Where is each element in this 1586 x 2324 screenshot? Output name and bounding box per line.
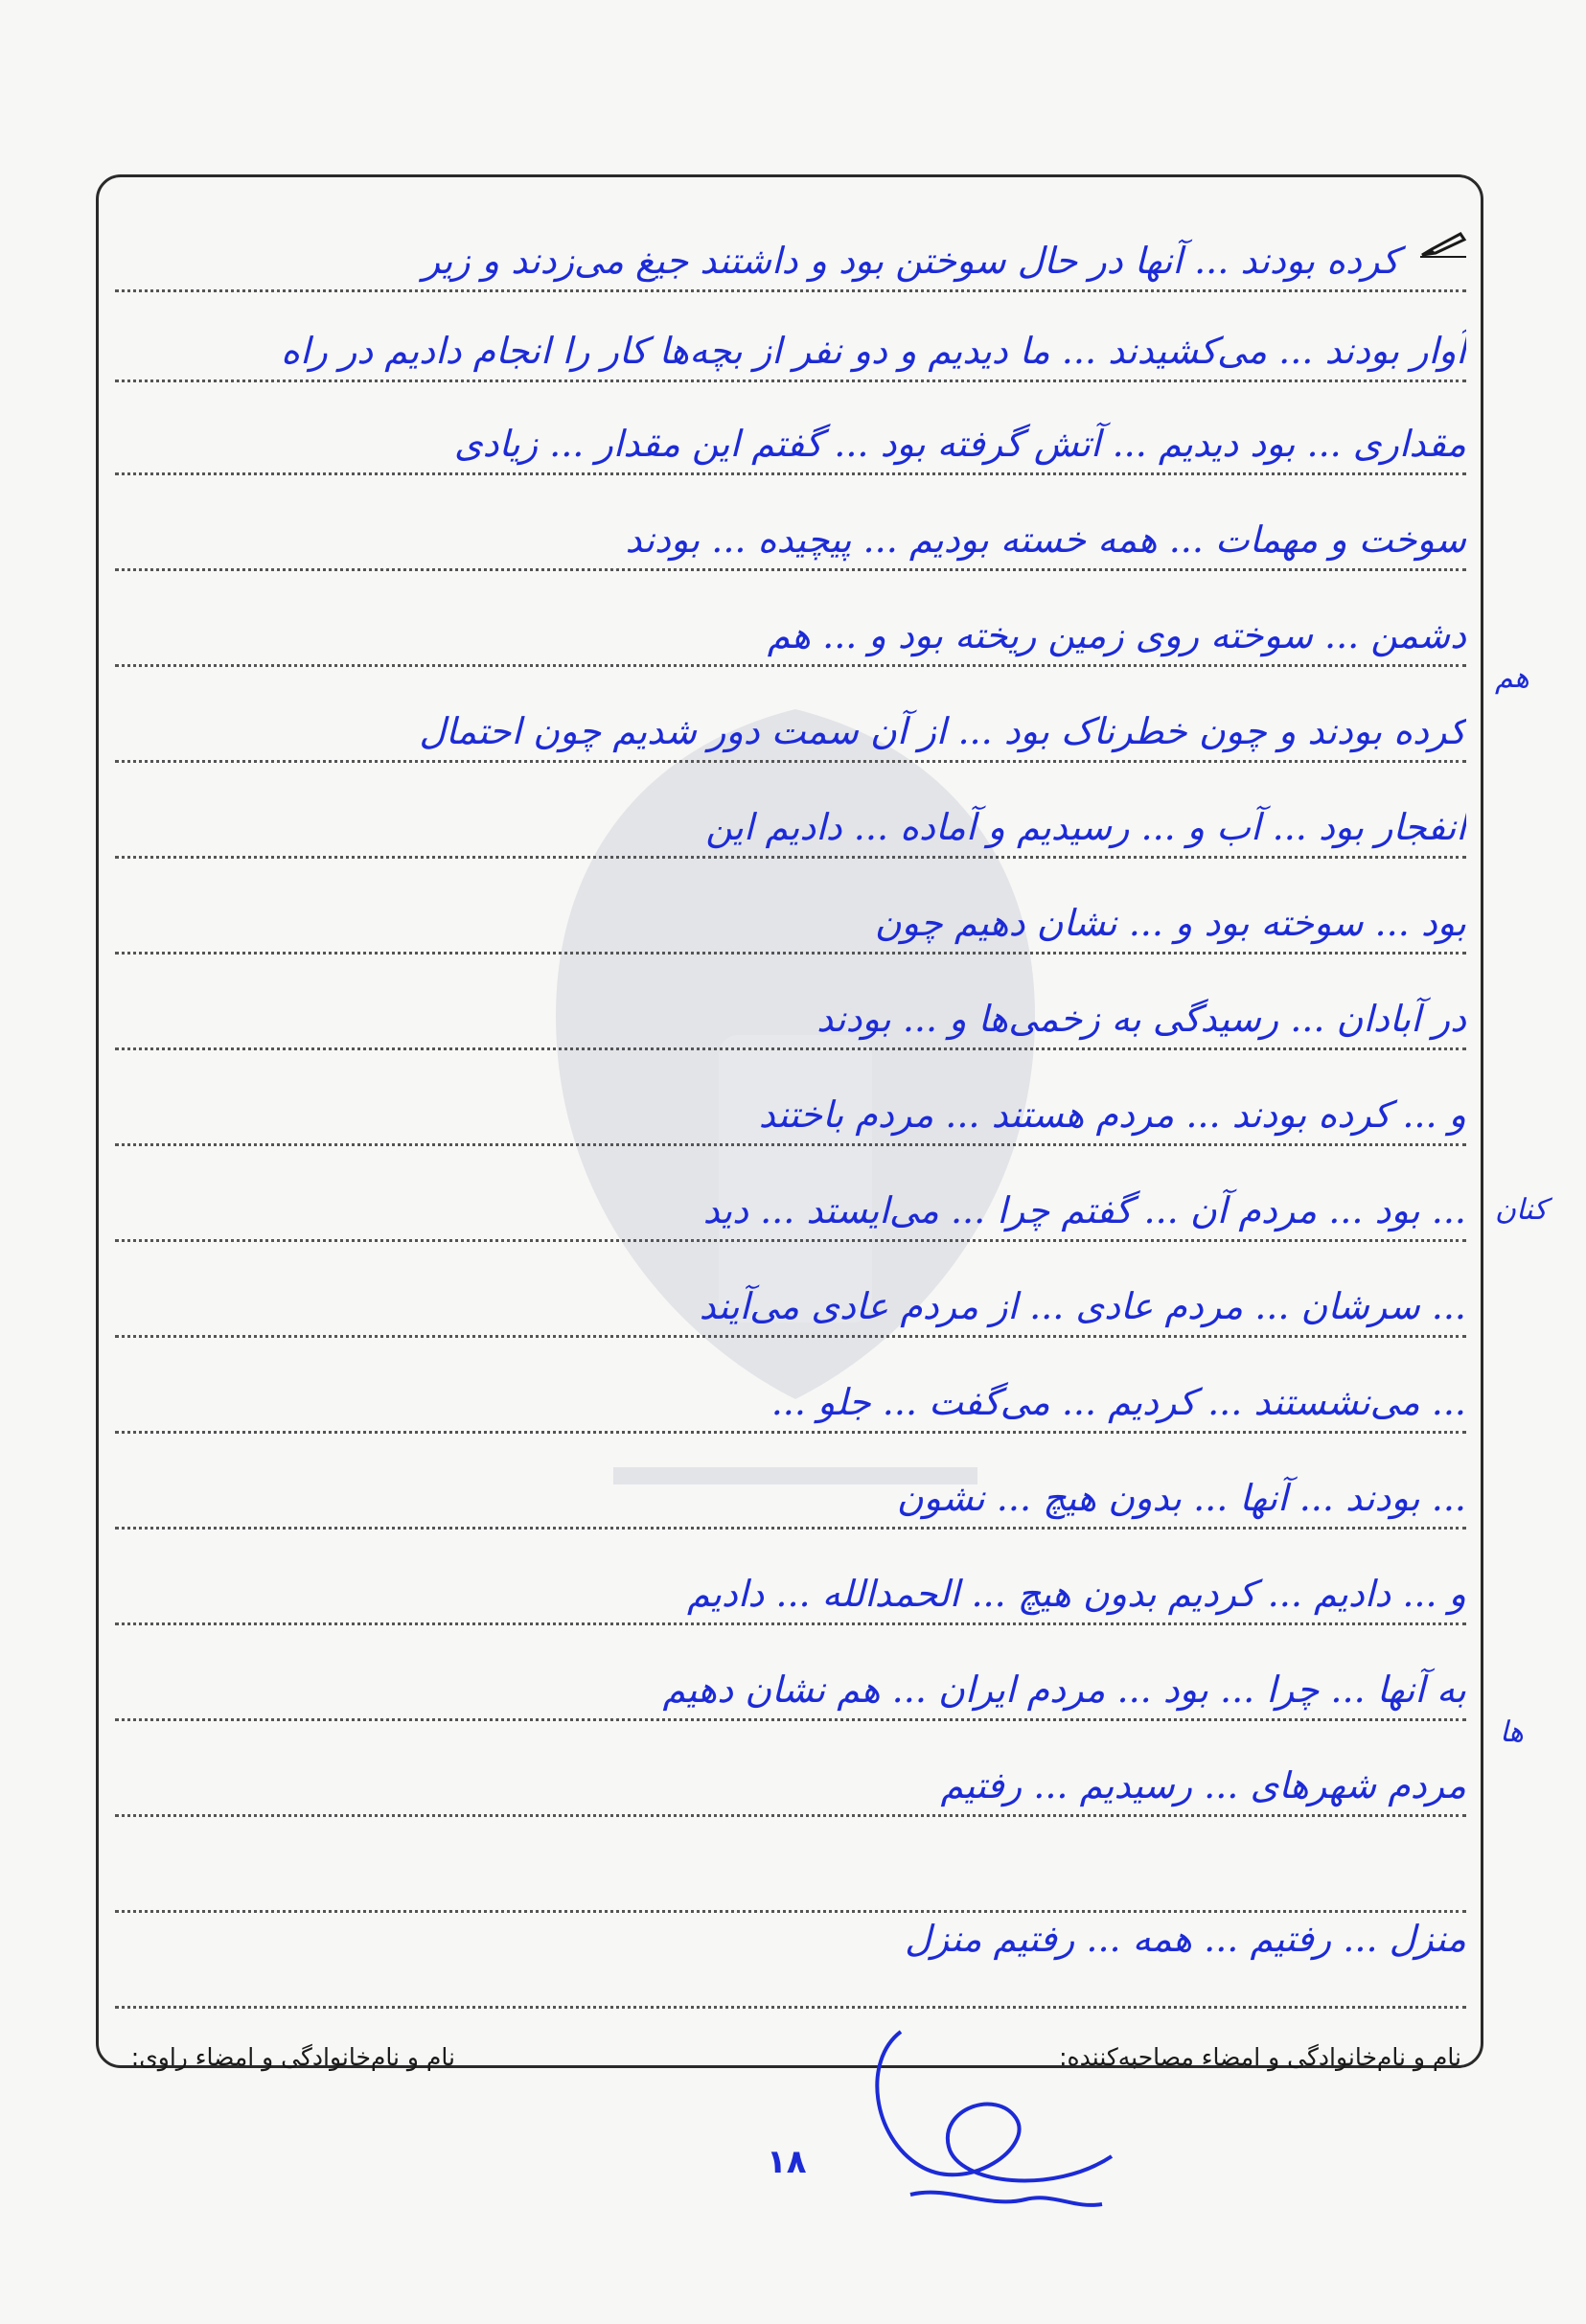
ruled-line: [115, 1622, 1466, 1625]
ruled-line: [115, 664, 1466, 667]
handwritten-line: دشمن ... سوخته روی زمین ریخته بود و ... هم: [767, 614, 1466, 656]
handwritten-line: مقداری ... بود دیدیم ... آتش گرفته بود ... گفتم این مقدار ... زیادی: [453, 423, 1466, 465]
handwritten-line: انفجار بود ... آب و ... رسیدیم و آماده ... دادیم این: [705, 806, 1466, 848]
ruled-line: [115, 2006, 1466, 2009]
ruled-line: [115, 1431, 1466, 1434]
handwritten-line: ... بودند ... آنها ... بدون هیچ ... نشون: [896, 1477, 1466, 1519]
handwritten-line: و ... دادیم ... کردیم بدون هیچ ... الحمدالله ... دادیم: [687, 1573, 1466, 1615]
handwritten-line: ... سرشان ... مردم عادی ... از مردم عادی می‌آیند: [699, 1285, 1466, 1327]
handwritten-line: به آنها ... چرا ... بود ... مردم ایران ... هم نشان دهیم: [662, 1668, 1466, 1711]
ruled-line: [115, 760, 1466, 763]
ruled-line: [115, 1814, 1466, 1817]
ruled-line: [115, 1047, 1466, 1050]
handwritten-line: سوخت و مهمات ... همه خسته بودیم ... پیچیده ... بودند: [625, 518, 1466, 561]
ruled-line: [115, 1239, 1466, 1242]
handwritten-line: کرده بودند ... آنها در حال سوختن بود و داشتند جیغ می‌زدند و زیر: [422, 240, 1399, 282]
ruled-line: [115, 856, 1466, 859]
handwritten-line: آوار بودند ... می‌کشیدند ... ما دیدیم و دو نفر از بچه‌ها کار را انجام دادیم در راه: [281, 330, 1466, 372]
handwritten-line: مردم شهرهای ... رسیدیم ... رفتیم: [940, 1764, 1466, 1806]
ruled-line: [115, 1718, 1466, 1721]
handwritten-line: و ... کرده بودند ... مردم هستند ... مردم باختند: [758, 1093, 1466, 1136]
ruled-line: [115, 568, 1466, 571]
ruled-line: [115, 472, 1466, 475]
ruled-line: [115, 1527, 1466, 1530]
ruled-line: [115, 289, 1466, 292]
margin-note: کنان: [1495, 1193, 1548, 1227]
narrator-signature-label: نام و نام‌خانوادگی و امضاء راوی:: [130, 2043, 455, 2071]
ruled-line: [115, 1335, 1466, 1338]
ruled-line: [115, 952, 1466, 955]
ruled-line: [115, 1143, 1466, 1146]
ruled-line: [115, 380, 1466, 382]
handwritten-line: در آبادان ... رسیدگی به زخمی‌ها و ... بودند: [816, 998, 1466, 1040]
signature: [843, 2003, 1131, 2223]
handwritten-line: بود ... سوخته بود و ... نشان دهیم چون: [874, 902, 1466, 944]
handwritten-line: کرده بودند و چون خطرناک بود ... از آن سمت دور شدیم چون احتمال: [419, 710, 1466, 752]
margin-note: هم: [1495, 661, 1529, 695]
handwritten-line: ... می‌نشستند ... کردیم ... می‌گفت ... جلو ...: [770, 1381, 1466, 1423]
handwritten-line: ... بود ... مردم آن ... گفتم چرا ... می‌ایستد ... دید: [702, 1189, 1466, 1231]
handwritten-line: منزل ... رفتیم ... همه ... رفتیم منزل: [905, 1918, 1466, 1960]
interviewer-signature-label: نام و نام‌خانوادگی و امضاء مصاحبه‌کننده:: [1059, 2043, 1461, 2071]
page-number: ۱۸: [767, 2143, 807, 2181]
margin-note: ها: [1500, 1715, 1524, 1749]
